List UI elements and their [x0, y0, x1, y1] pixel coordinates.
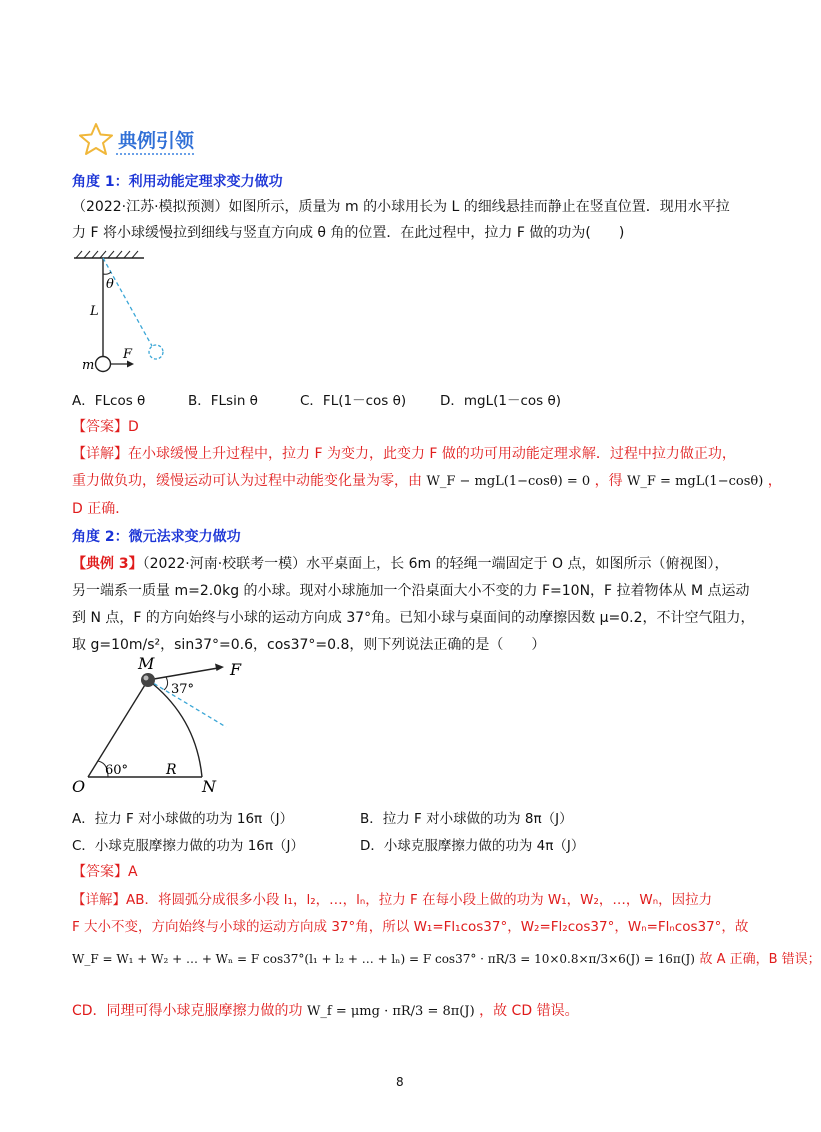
force-arrowhead	[215, 664, 224, 672]
force-label: F	[123, 347, 133, 362]
length-label: L	[90, 304, 99, 319]
example-tag: 【典例 3】	[72, 556, 143, 572]
header-title: 典例引领	[118, 130, 195, 152]
sector-figure	[68, 655, 268, 795]
angle1-question-line2: 力 F 将小球缓慢拉到细线与竖直方向成 θ 角的位置．在此过程中，拉力 F 做的功为( )	[72, 225, 625, 241]
ceiling-hatch	[76, 251, 138, 258]
angle2-answer: 【答案】A	[72, 864, 138, 880]
angle2-question-line4: 取 g=10m/s²，sin37°=0.6，cos37°=0.8，则下列说法正确的是（ ）	[72, 637, 546, 653]
label-o: O	[72, 777, 86, 796]
angle1-detail-line3: D 正确．	[72, 501, 130, 517]
angle1-option-b: B．FLsin θ	[188, 393, 258, 409]
angle1-detail-line1: 【详解】在小球缓慢上升过程中，拉力 F 为变力，此变力 F 做的功可用动能定理求解．过程中拉力做正功，	[72, 446, 736, 462]
angle2-title: 角度 2：微元法求变力做功	[72, 529, 241, 545]
angle1-answer: 【答案】D	[72, 419, 139, 435]
angle2-detail-line3	[72, 948, 821, 967]
angle2-detail-line3-tail: 故 A 正确，B 错误；	[699, 952, 821, 967]
angle1-detail-line2a: 重力做负功，缓慢运动可认为过程中动能变化量为零，由	[72, 473, 422, 489]
page-number: 8	[396, 1075, 404, 1089]
pendulum-figure	[70, 250, 190, 375]
string-displaced	[103, 258, 152, 346]
angle2-detail-line4b: ，故 CD 错误。	[479, 1003, 579, 1019]
angle2-question-line1	[72, 553, 729, 573]
theta-arc	[103, 272, 111, 274]
angle2-question-line2: 另一端系一质量 m=2.0kg 的小球。现对小球施加一个沿桌面大小不变的力 F=10N，F 拉着物体从 M 点运动	[72, 583, 750, 599]
header-underline	[116, 153, 194, 155]
angle2-detail-line4	[72, 1000, 579, 1020]
angle1-detail-line2b: ，得	[594, 473, 623, 489]
formula-sum-work: W_F = W₁ + W₂ + … + Wₙ = F cos37°(l₁ + l₂ + … + lₙ) = F cos37° · πR/3 = 10×0.8×π/3×6(J) = 16π(J)	[72, 952, 695, 966]
angle1-title: 角度 1：利用动能定理求变力做功	[72, 174, 283, 190]
label-r: R	[166, 762, 177, 778]
angle2-detail-line1: 【详解】AB．将圆弧分成很多小段 l₁，l₂，…，lₙ，拉力 F 在每小段上做的功为 W₁，W₂，…，Wₙ，因拉力	[72, 892, 713, 908]
angle2-question-line1-text: （2022·河南·校联考一模）水平桌面上，长 6m 的轻绳一端固定于 O 点，如图所示（俯视图），	[142, 556, 729, 572]
formula-friction-work: W_f = μmg · πR/3 = 8π(J)	[307, 1004, 475, 1019]
label-60: 60°	[105, 763, 129, 778]
angle2-option-d: D．小球克服摩擦力做的功为 4π（J）	[360, 838, 585, 854]
ball	[96, 357, 111, 372]
label-n: N	[202, 777, 216, 796]
formula-work-energy: W_F − mgL(1−cosθ) = 0	[426, 474, 591, 489]
angle2-option-b: B．拉力 F 对小球做的功为 8π（J）	[360, 811, 573, 827]
angle37-arc	[164, 677, 168, 690]
formula-work-result: W_F = mgL(1−cosθ)	[627, 474, 764, 489]
angle2-option-c: C．小球克服摩擦力做的功为 16π（J）	[72, 838, 305, 854]
header	[72, 120, 202, 160]
angle1-option-d: D．mgL(1－cos θ)	[440, 393, 562, 409]
angle1-option-c: C．FL(1－cos θ)	[300, 393, 407, 409]
ball-m	[141, 673, 155, 687]
label-f: F	[230, 660, 242, 679]
angle1-detail-line2c: ，	[767, 473, 782, 489]
angle1-option-a: A．FLcos θ	[72, 393, 146, 409]
angle1-detail-line2	[72, 470, 782, 490]
ball-displaced	[149, 345, 163, 359]
theta-label: θ	[106, 277, 114, 292]
force-line	[148, 668, 218, 680]
ball-m-highlight	[144, 676, 149, 681]
angle2-detail-line2: F 大小不变，方向始终与小球的运动方向成 37°角，所以 W₁=Fl₁cos37°，W₂=Fl₂cos37°，Wₙ=Flₙcos37°，故	[72, 919, 749, 935]
label-m: M	[138, 654, 155, 673]
star-icon	[78, 122, 114, 156]
angle2-detail-line4a: CD．同理可得小球克服摩擦力做的功	[72, 1003, 303, 1019]
label-37: 37°	[171, 682, 195, 697]
angle2-question-line3: 到 N 点，F 的方向始终与小球的运动方向成 37°角。已知小球与桌面间的动摩擦因数 μ=0.2，不计空气阻力，	[72, 610, 755, 626]
angle2-option-a: A．拉力 F 对小球做的功为 16π（J）	[72, 811, 294, 827]
mass-label: m	[82, 358, 95, 373]
angle1-question-line1: （2022·江苏·模拟预测）如图所示，质量为 m 的小球用长为 L 的细线悬挂而静止在竖直位置．现用水平拉	[72, 199, 730, 215]
